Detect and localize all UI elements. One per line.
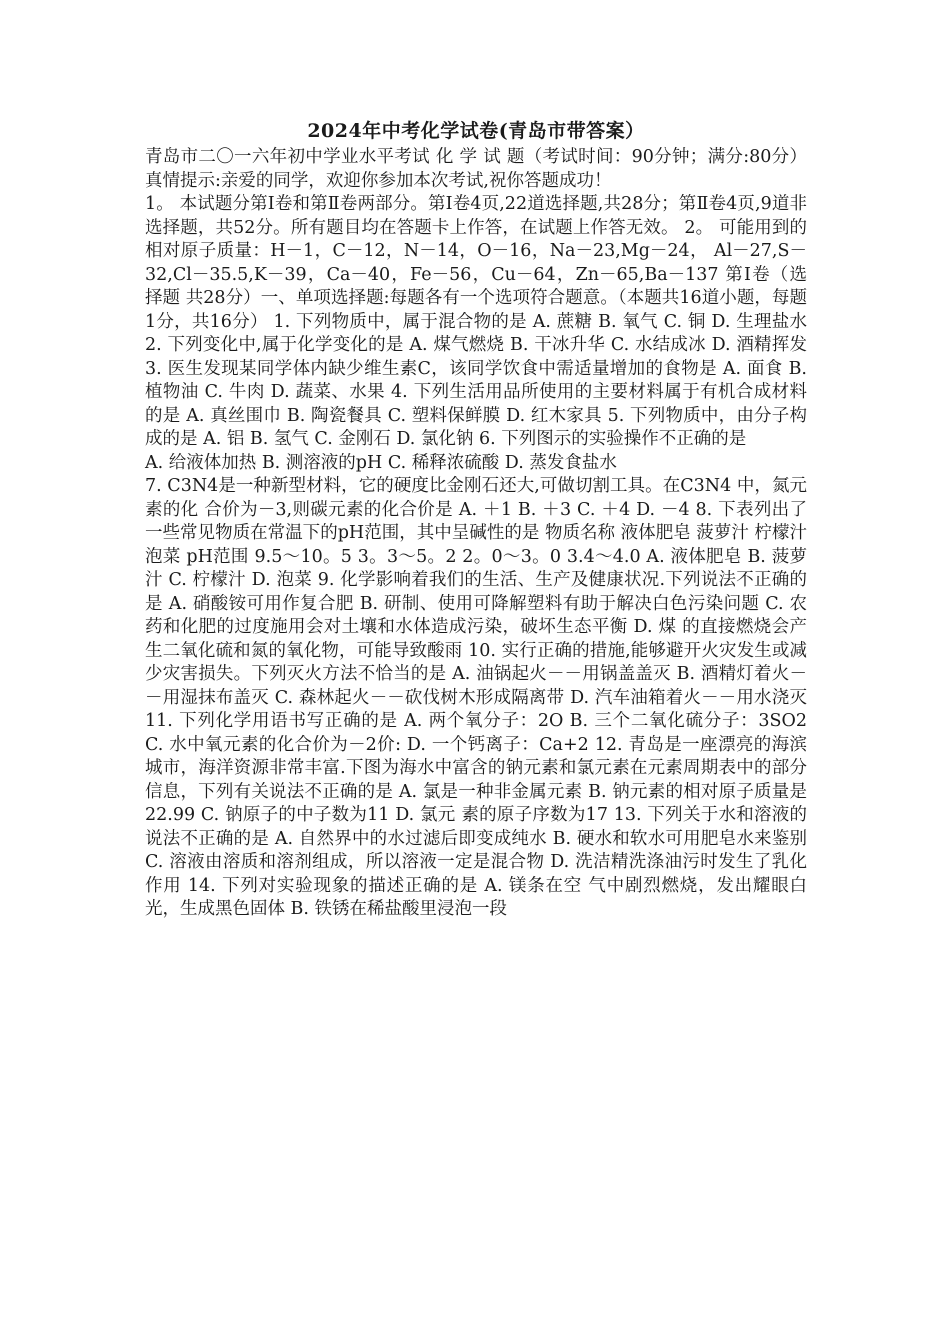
intro-paragraph: 青岛市二〇一六年初中学业水平考试 化 学 试 题（考试时间：90分钟；满分:80分） 真情提示:亲爱的同学，欢迎你参加本次考试,祝你答题成功！ [145,147,807,191]
questions-paragraph: 1。 本试题分第Ⅰ卷和第Ⅱ卷两部分。第Ⅰ卷4页,22道选择题,共28分；第Ⅱ卷4页,9道非选择题，共52分。所有题目均在答题卡上作答，在试题上作答无效。 2。 可能用到的相对原子质量：H－1，C－12，N－14，O－16，Na－23,Mg－24， Al－27,S－32,Cl－35.5,K－39，Ca－40，Fe－56，Cu－64，Zn－65,Ba－137 第Ⅰ卷（选择题 共28分）一、单项选择题:每题各有一个选项符合题意。（本题共16道小题，每题1分，共16分） 1. 下列物质中，属于混合物的是 A. 蔗糖 B. 氧气 C. 铜 D. 生理盐水 2. 下列变化中,属于化学变化的是 A. 煤气燃烧 B. 干冰升华 C. 水结成冰 D. 酒精挥发 3. 医生发现某同学体内缺少维生素C，该同学饮食中需适量增加的食物是 A. 面食 B. 植物油 C. 牛肉 D. 蔬菜、水果 4. 下列生活用品所使用的主要材料属于有机合成材料的是 A. 真丝围巾 B. 陶瓷餐具 C. 塑料保鲜膜 D. 红木家具 5. 下列物质中，由分子构成的是 A. 铝 B. 氢气 C. 金刚石 D. 氯化钠 6. 下列图示的实验操作不正确的是 [145,194,807,449]
document-page [145,118,807,922]
questions-continued-paragraph: 7. C3N4是一种新型材料，它的硬度比金刚石还大,可做切割工具。在C3N4 中，氮元素的化 合价为－3,则碳元素的化合价是 A. ＋1 B. ＋3 C. ＋4 D. －4 8. 下表列出了一些常见物质在常温下的pH范围，其中呈碱性的是 物质名称 液体肥皂 菠萝汁 柠檬汁 泡菜 pH范围 9.5～10。5 3。3～5。2 2。0～3。0 3.4～4.0 A. 液体肥皂 B. 菠萝汁 C. 柠檬汁 D. 泡菜 9. 化学影响着我们的生活、生产及健康状况.下列说法不正确的是 A. 硝酸铵可用作复合肥 B. 研制、使用可降解塑料有助于解决白色污染问题 C. 农药和化肥的过度施用会对土壤和水体造成污染，破坏生态平衡 D. 煤 的直接燃烧会产生二氧化硫和氮的氧化物，可能导致酸雨 10. 实行正确的措施,能够避开火灾发生或减少灾害损失。下列灭火方法不恰当的是 A. 油锅起火－－用锅盖盖灭 B. 酒精灯着火－－用湿抹布盖灭 C. 森林起火－－砍伐树木形成隔离带 D. 汽车油箱着火－－用水浇灭 11. 下列化学用语书写正确的是 A. 两个氧分子：2O B. 三个二氧化硫分子：3SO2 C. 水中氧元素的化合价为－2价: D. 一个钙离子：Ca+2 12. 青岛是一座漂亮的海滨城市，海洋资源非常丰富.下图为海水中富含的钠元素和氯元素在元素周期表中的部分信息，下列有关说法不正确的是 A. 氯是一种非金属元素 B. 钠元素的相对原子质量是22.99 C. 钠原子的中子数为11 D. 氯元 素的原子序数为17 13. 下列关于水和溶液的说法不正确的是 A. 自然界中的水过滤后即变成纯水 B. 硬水和软水可用肥皂水来鉴别 C. 溶液由溶质和溶剂组成，所以溶液一定是混合物 D. 洗洁精洗涤油污时发生了乳化作用 14. 下列对实验现象的描述正确的是 A. 镁条在空 气中剧烈燃烧，发出耀眼白光，生成黑色固体 B. 铁锈在稀盐酸里浸泡一段 [145,476,807,919]
figure-caption-line: A. 给液体加热 B. 测溶液的pH C. 稀释浓硫酸 D. 蒸发食盐水 [145,452,617,473]
document-title: 2024年中考化学试卷(青岛市带答案） [307,120,645,142]
